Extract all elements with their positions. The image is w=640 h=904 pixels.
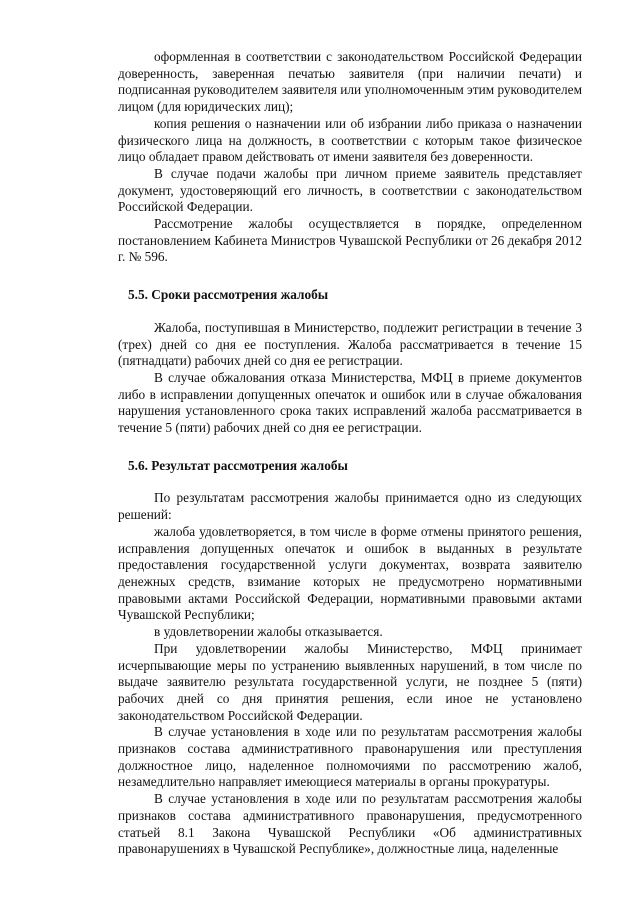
paragraph-complaint-refused: в удовлетворении жалобы отказывается.: [154, 624, 383, 640]
paragraph-remedial-measures: При удовлетворении жалобы Министерство, МФЦ принимает исчерпывающие меры по устранению выявленных нарушений, в том числе по выдаче заявителю результата государственной услуги, не позднее 5 (пяти) рабочих дней со дня принятия решения, если иное не установлено законодательством Российской Федерации.: [118, 640, 582, 723]
spacer: [118, 474, 582, 490]
paragraph-registration-term: Жалоба, поступившая в Министерство, подлежит регистрации в течение 3 (трех) дней со дня ее поступления. Жалоба рассматривается в течение 15 (пятнадцати) рабочих дней со дня ее регистрации.: [118, 319, 582, 369]
section-heading-5-5: 5.5. Сроки рассмотрения жалобы: [128, 287, 329, 303]
paragraph-complaint-satisfied: жалоба удовлетворяется, в том числе в форме отмены принятого решения, исправления допущенных опечаток и ошибок в выданных в результате предоставления государственной услуги документах, возврата заявителю денежных средств, взимание которых не предусмотрено нормативными правовыми актами Российской Федерации, нормативными правовыми актами Чувашской Республики;: [118, 523, 582, 623]
spacer: [118, 304, 582, 320]
paragraph-review-procedure: Рассмотрение жалобы осуществляется в порядке, определенном постановлением Кабинета Министров Чувашской Республики от 26 декабря 2012 г. № 596.: [118, 216, 582, 265]
spacer: [118, 266, 582, 287]
paragraph-decisions-intro: По результатам рассмотрения жалобы принимается одно из следующих решений:: [118, 490, 582, 523]
paragraph-refusal-appeal-term: В случае обжалования отказа Министерства, МФЦ в приеме документов либо в исправлении допущенных опечаток и ошибок или в случае обжалования нарушения установленного срока таких исправлений жалоба рассматривается в течение 5 (пяти) рабочих дней со дня ее регистрации.: [118, 369, 582, 436]
section-heading-5-6: 5.6. Результат рассмотрения жалобы: [128, 457, 348, 473]
spacer: [118, 437, 582, 458]
paragraph-prosecutor-referral: В случае установления в ходе или по результатам рассмотрения жалобы признаков состава административного правонарушения или преступления должностное лицо, наделенное полномочиями по рассмотрению жалоб, незамедлительно направляет имеющиеся материалы в органы прокуратуры.: [118, 724, 582, 790]
paragraph-power-of-attorney: оформленная в соответствии с законодательством Российской Федерации доверенность, заверенная печатью заявителя (при наличии печати) и подписанная руководителем заявителя или уполномоченным этим руководителем лицом (для юридических лиц);: [118, 49, 582, 115]
paragraph-identity-document: В случае подачи жалобы при личном приеме заявитель представляет документ, удостоверяющий его личность, в соответствии с законодательством Российской Федерации.: [118, 165, 582, 215]
paragraph-administrative-offense: В случае установления в ходе или по результатам рассмотрения жалобы признаков состава административного правонарушения, предусмотренного статьей 8.1 Закона Чувашской Республики «Об административных правонарушениях в Чувашской Республике», должностные лица, наделенные: [118, 791, 582, 857]
paragraph-appointment-copy: копия решения о назначении или об избрании либо приказа о назначении физического лица на должность, в соответствии с которым такое физическое лицо обладает правом действовать от имени заявителя без доверенности.: [118, 115, 582, 165]
